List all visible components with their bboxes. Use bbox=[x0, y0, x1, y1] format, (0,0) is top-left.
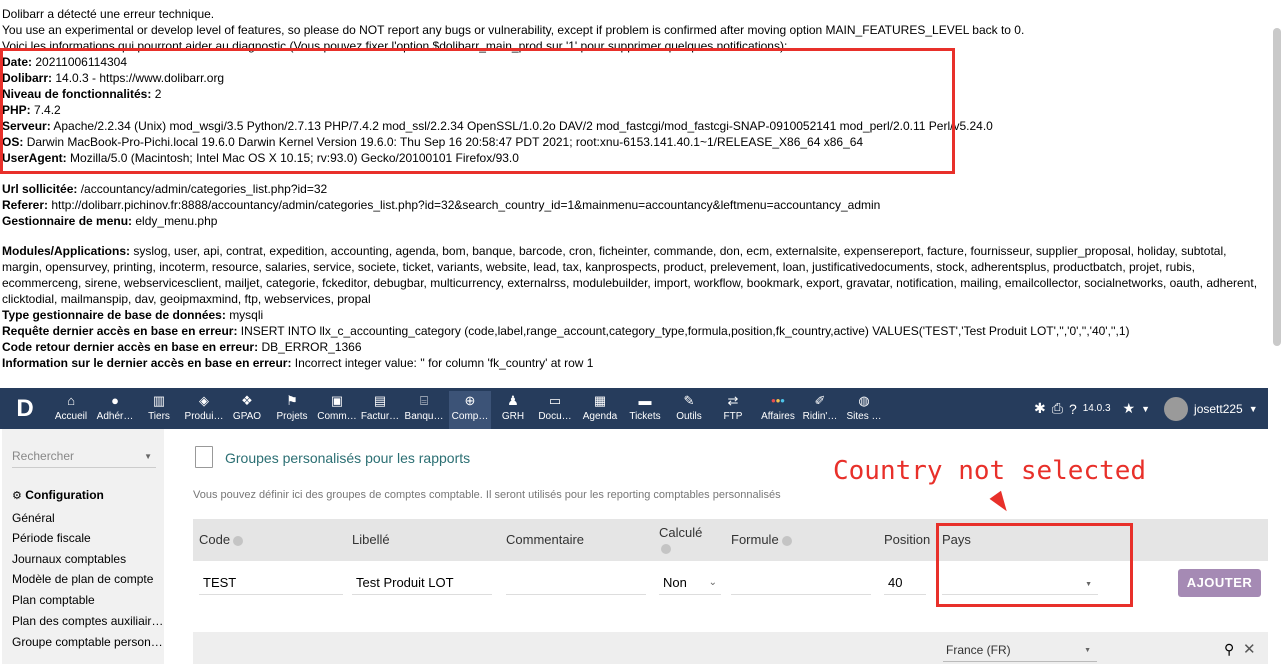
annotation-callout: Country not selected bbox=[833, 456, 1147, 486]
globe-icon: ◍ bbox=[858, 393, 870, 408]
nav-item-grh[interactable]: ♟ GRH bbox=[499, 391, 527, 423]
col-formule: Formule bbox=[731, 532, 792, 547]
nav-right-tools bbox=[1034, 388, 1258, 429]
libelle-input[interactable]: Test Produit LOT bbox=[352, 572, 492, 595]
nav-item-banques[interactable]: ⌸ Banqu… bbox=[404, 393, 444, 422]
chevron-down-icon: ⌄ bbox=[708, 577, 717, 588]
nav-item-accueil[interactable]: ⌂ Accueil bbox=[54, 393, 88, 422]
country-filter-select[interactable]: France (FR) ▼ bbox=[943, 641, 1097, 662]
avatar[interactable] bbox=[1164, 397, 1188, 421]
top-nav bbox=[0, 388, 1268, 429]
annotation-box-pays bbox=[936, 523, 1133, 607]
nav-item-comptabilite[interactable]: ⊕ Comp… bbox=[449, 391, 491, 429]
col-code: Code bbox=[199, 532, 243, 547]
page-scrollbar[interactable] bbox=[1273, 28, 1281, 346]
menu-item-periode[interactable]: Période fiscale bbox=[12, 531, 91, 545]
member-icon: ● bbox=[111, 393, 119, 408]
nav-item-sites[interactable]: ◍ Sites … bbox=[846, 393, 882, 422]
transfer-icon: ⇄ bbox=[727, 393, 739, 408]
error-info: Information sur le dernier accès en base en erreur: Incorrect integer value: '' for column 'fk_country' at row 1 bbox=[2, 356, 594, 370]
error-niveau: Niveau de fonctionnalités: 2 bbox=[2, 87, 162, 101]
nav-item-adherents[interactable]: ● Adhér… bbox=[96, 393, 134, 422]
menu-item-groupe-comptable[interactable]: Groupe comptable person… bbox=[12, 635, 163, 649]
nav-item-gpao[interactable]: ❖ GPAO bbox=[232, 393, 262, 422]
error-serveur: Serveur: Apache/2.2.34 (Unix) mod_wsgi/3.5 Python/2.7.13 PHP/7.4.2 mod_ssl/2.2.34 OpenSSL/1.0.2o DAV/2 mod_fastcgi/mod_fastcgi-SNAP-0910052141 mod_perl/2.0.11 Perl/v5.24.0 bbox=[2, 119, 993, 133]
error-useragent: UserAgent: Mozilla/5.0 (Macintosh; Intel Mac OS X 10.15; rv:93.0) Gecko/20100101 Firefox/93.0 bbox=[2, 151, 519, 165]
nav-item-commercial[interactable]: ▣ Comm… bbox=[317, 393, 357, 422]
filter-row bbox=[193, 632, 1268, 664]
error-line-1: Dolibarr a détecté une erreur technique. bbox=[2, 7, 215, 21]
nav-item-produits[interactable]: ◈ Produi… bbox=[184, 393, 224, 422]
nav-item-affaires[interactable]: ••• Affaires bbox=[761, 393, 795, 422]
version-label: 14.0.3 bbox=[1082, 403, 1111, 414]
nav-item-ftp[interactable]: ⇄ FTP bbox=[719, 391, 747, 423]
help-icon[interactable]: ? bbox=[1068, 400, 1077, 417]
folder-icon: ▭ bbox=[548, 393, 562, 408]
error-line-3: Voici les informations qui pourront aider au diagnostic (Vous pouvez fixer l'option $dolibarr_main_prod sur '1' pour supprimer quelques notifications): bbox=[2, 39, 788, 53]
chevron-down-icon: ▼ bbox=[1084, 647, 1091, 654]
menu-item-journaux[interactable]: Journaux comptables bbox=[12, 552, 127, 566]
chevron-down-icon: ▼ bbox=[1085, 581, 1092, 588]
col-position: Position bbox=[884, 532, 931, 547]
error-code: Code retour dernier accès en base en erreur: DB_ERROR_1366 bbox=[2, 340, 362, 354]
bug-icon[interactable]: ✱ bbox=[1034, 400, 1046, 416]
bookmark-star-icon[interactable]: ★ bbox=[1122, 400, 1136, 416]
error-dbtype: Type gestionnaire de base de données: mysqli bbox=[2, 308, 264, 322]
invoice-icon: ▤ bbox=[373, 393, 387, 408]
info-icon[interactable] bbox=[782, 536, 792, 546]
error-os: OS: Darwin MacBook-Pro-Pichi.local 19.6.0 Darwin Kernel Version 19.6.0: Thu Sep 16 20:58:47 PDT 2021; root:xnu-6153.141.40.1~1/RELEASE_X86_64 x86_64 bbox=[2, 135, 864, 149]
col-libelle: Libellé bbox=[352, 532, 390, 547]
user-chevron-icon[interactable]: ▼ bbox=[1248, 403, 1258, 414]
info-icon[interactable] bbox=[661, 544, 671, 554]
nav-item-tickets[interactable]: ▬ Tickets bbox=[629, 393, 661, 422]
pen-icon: ✐ bbox=[814, 393, 826, 408]
page-title: Groupes personalisés pour les rapports bbox=[225, 450, 471, 466]
error-request: Requête dernier accès en base en erreur: INSERT INTO llx_c_accounting_category (code,label,range_account,category_type,formula,position,fk_country,active) VALUES('TEST','Test Produit LOT','','0','','40','',1) bbox=[2, 324, 1130, 338]
building-icon: ▥ bbox=[152, 393, 166, 408]
nav-item-documents[interactable]: ▭ Docu… bbox=[535, 391, 575, 423]
bank-icon: ⌸ bbox=[420, 393, 428, 408]
wrench-icon: ✎ bbox=[683, 393, 695, 408]
dots-icon: ••• bbox=[771, 393, 785, 408]
nav-item-tiers[interactable]: ▥ Tiers bbox=[144, 391, 174, 423]
chevron-down-icon: ▼ bbox=[144, 452, 152, 461]
document-icon bbox=[195, 446, 213, 468]
nav-item-facturation[interactable]: ▤ Factur… bbox=[360, 393, 400, 422]
nav-item-agenda[interactable]: ▦ Agenda bbox=[582, 393, 618, 422]
info-icon[interactable] bbox=[233, 536, 243, 546]
hr-icon: ♟ bbox=[507, 393, 519, 408]
close-icon[interactable]: ✕ bbox=[1243, 641, 1256, 658]
dolibarr-logo[interactable]: D bbox=[16, 395, 34, 422]
menu-item-modele[interactable]: Modèle de plan de compte bbox=[12, 572, 154, 586]
menu-section-configuration[interactable]: ⚙ Configuration bbox=[12, 488, 104, 502]
page-description: Vous pouvez définir ici des groupes de comptes comptable. Il seront utilisés pour les reporting comptables personnalisés bbox=[193, 489, 781, 501]
project-icon: ⚑ bbox=[286, 393, 298, 408]
error-line-2: You use an experimental or develop level of features, so please do NOT report any bugs or vulnerability, except if problem is confirmed after moving option MAIN_FEATURES_LEVEL back to 0. bbox=[2, 23, 1025, 37]
code-input[interactable]: TEST bbox=[199, 572, 343, 595]
username[interactable]: josett225 bbox=[1194, 401, 1243, 416]
error-url: Url sollicitée: /accountancy/admin/categories_list.php?id=32 bbox=[2, 182, 328, 196]
search-select[interactable]: Rechercher ▼ bbox=[12, 449, 156, 468]
error-php: PHP: 7.4.2 bbox=[2, 103, 61, 117]
annotation-arrow bbox=[990, 491, 1013, 515]
gear-icon: ⚙ bbox=[12, 490, 22, 502]
error-referer: Referer: http://dolibarr.pichinov.fr:8888/accountancy/admin/categories_list.php?id=32&search_country_id=1&mainmenu=accountancy&leftmenu=accountancy_admin bbox=[2, 198, 881, 212]
col-calcule: Calculé bbox=[659, 525, 702, 555]
chevron-down-icon[interactable]: ▼ bbox=[1141, 403, 1151, 414]
menu-item-plan-comptable[interactable]: Plan comptable bbox=[12, 593, 95, 607]
error-modules: Modules/Applications: syslog, user, api, contrat, expedition, accounting, agenda, bom, banque, barcode, cron, ficheinter, commande, don, ecm, externalsite, expensereport, facture, fournisseur, supplier_proposal, holiday, subtotal, margin, opensurvey, printing, incoterm, resource, salaries, service, societe, ticket, variants, website, lead, tax, kanprospects, product, prelevement, loan, justificativedocuments, stock, adherentsplus, productbatch, projet, rubis, ecommerceng, sirene, webservicesclient, mailjet, categorie, fckeditor, debugbar, multicurrency, externalrss, modulebuilder, import, workflow, bookmark, export, gravatar, notification, mailing, emailcollector, socialnetworks, oauth, adherent, clicktodial, mailmanspip, dav, geoipmaxmind, ftp, webservices, propal bbox=[2, 244, 1258, 306]
col-pays: Pays bbox=[942, 532, 971, 547]
ticket-icon: ▬ bbox=[638, 393, 652, 408]
nav-item-projets[interactable]: ⚑ Projets bbox=[274, 391, 310, 423]
nav-item-outils[interactable]: ✎ Outils bbox=[674, 391, 704, 423]
error-menu: Gestionnaire de menu: eldy_menu.php bbox=[2, 214, 218, 228]
commentaire-input[interactable] bbox=[506, 572, 646, 595]
suitcase-icon: ▣ bbox=[330, 393, 344, 408]
calcule-select[interactable]: Non ⌄ bbox=[659, 572, 721, 595]
menu-item-general[interactable]: Général bbox=[12, 511, 55, 525]
print-icon[interactable]: ⎙ bbox=[1051, 400, 1063, 416]
error-dolibarr: Dolibarr: 14.0.3 - https://www.dolibarr.org bbox=[2, 71, 225, 85]
home-icon: ⌂ bbox=[67, 393, 75, 408]
left-menu bbox=[2, 429, 164, 664]
nav-item-riding[interactable]: ✐ Ridin'… bbox=[802, 393, 838, 422]
cubes-icon: ❖ bbox=[241, 393, 253, 408]
cube-icon: ◈ bbox=[199, 393, 209, 408]
formule-input[interactable] bbox=[731, 572, 871, 595]
add-button[interactable]: AJOUTER bbox=[1178, 569, 1261, 597]
error-date: Date: 20211006114304 bbox=[2, 55, 128, 69]
search-icon[interactable]: ⚲ bbox=[1224, 641, 1235, 657]
menu-item-plan-auxiliaires[interactable]: Plan des comptes auxiliair… bbox=[12, 614, 164, 628]
position-input[interactable]: 40 bbox=[884, 572, 926, 595]
calendar-icon: ▦ bbox=[593, 393, 607, 408]
col-commentaire: Commentaire bbox=[506, 532, 585, 547]
annotation-box-info bbox=[0, 48, 955, 174]
accountancy-icon: ⊕ bbox=[464, 393, 476, 408]
